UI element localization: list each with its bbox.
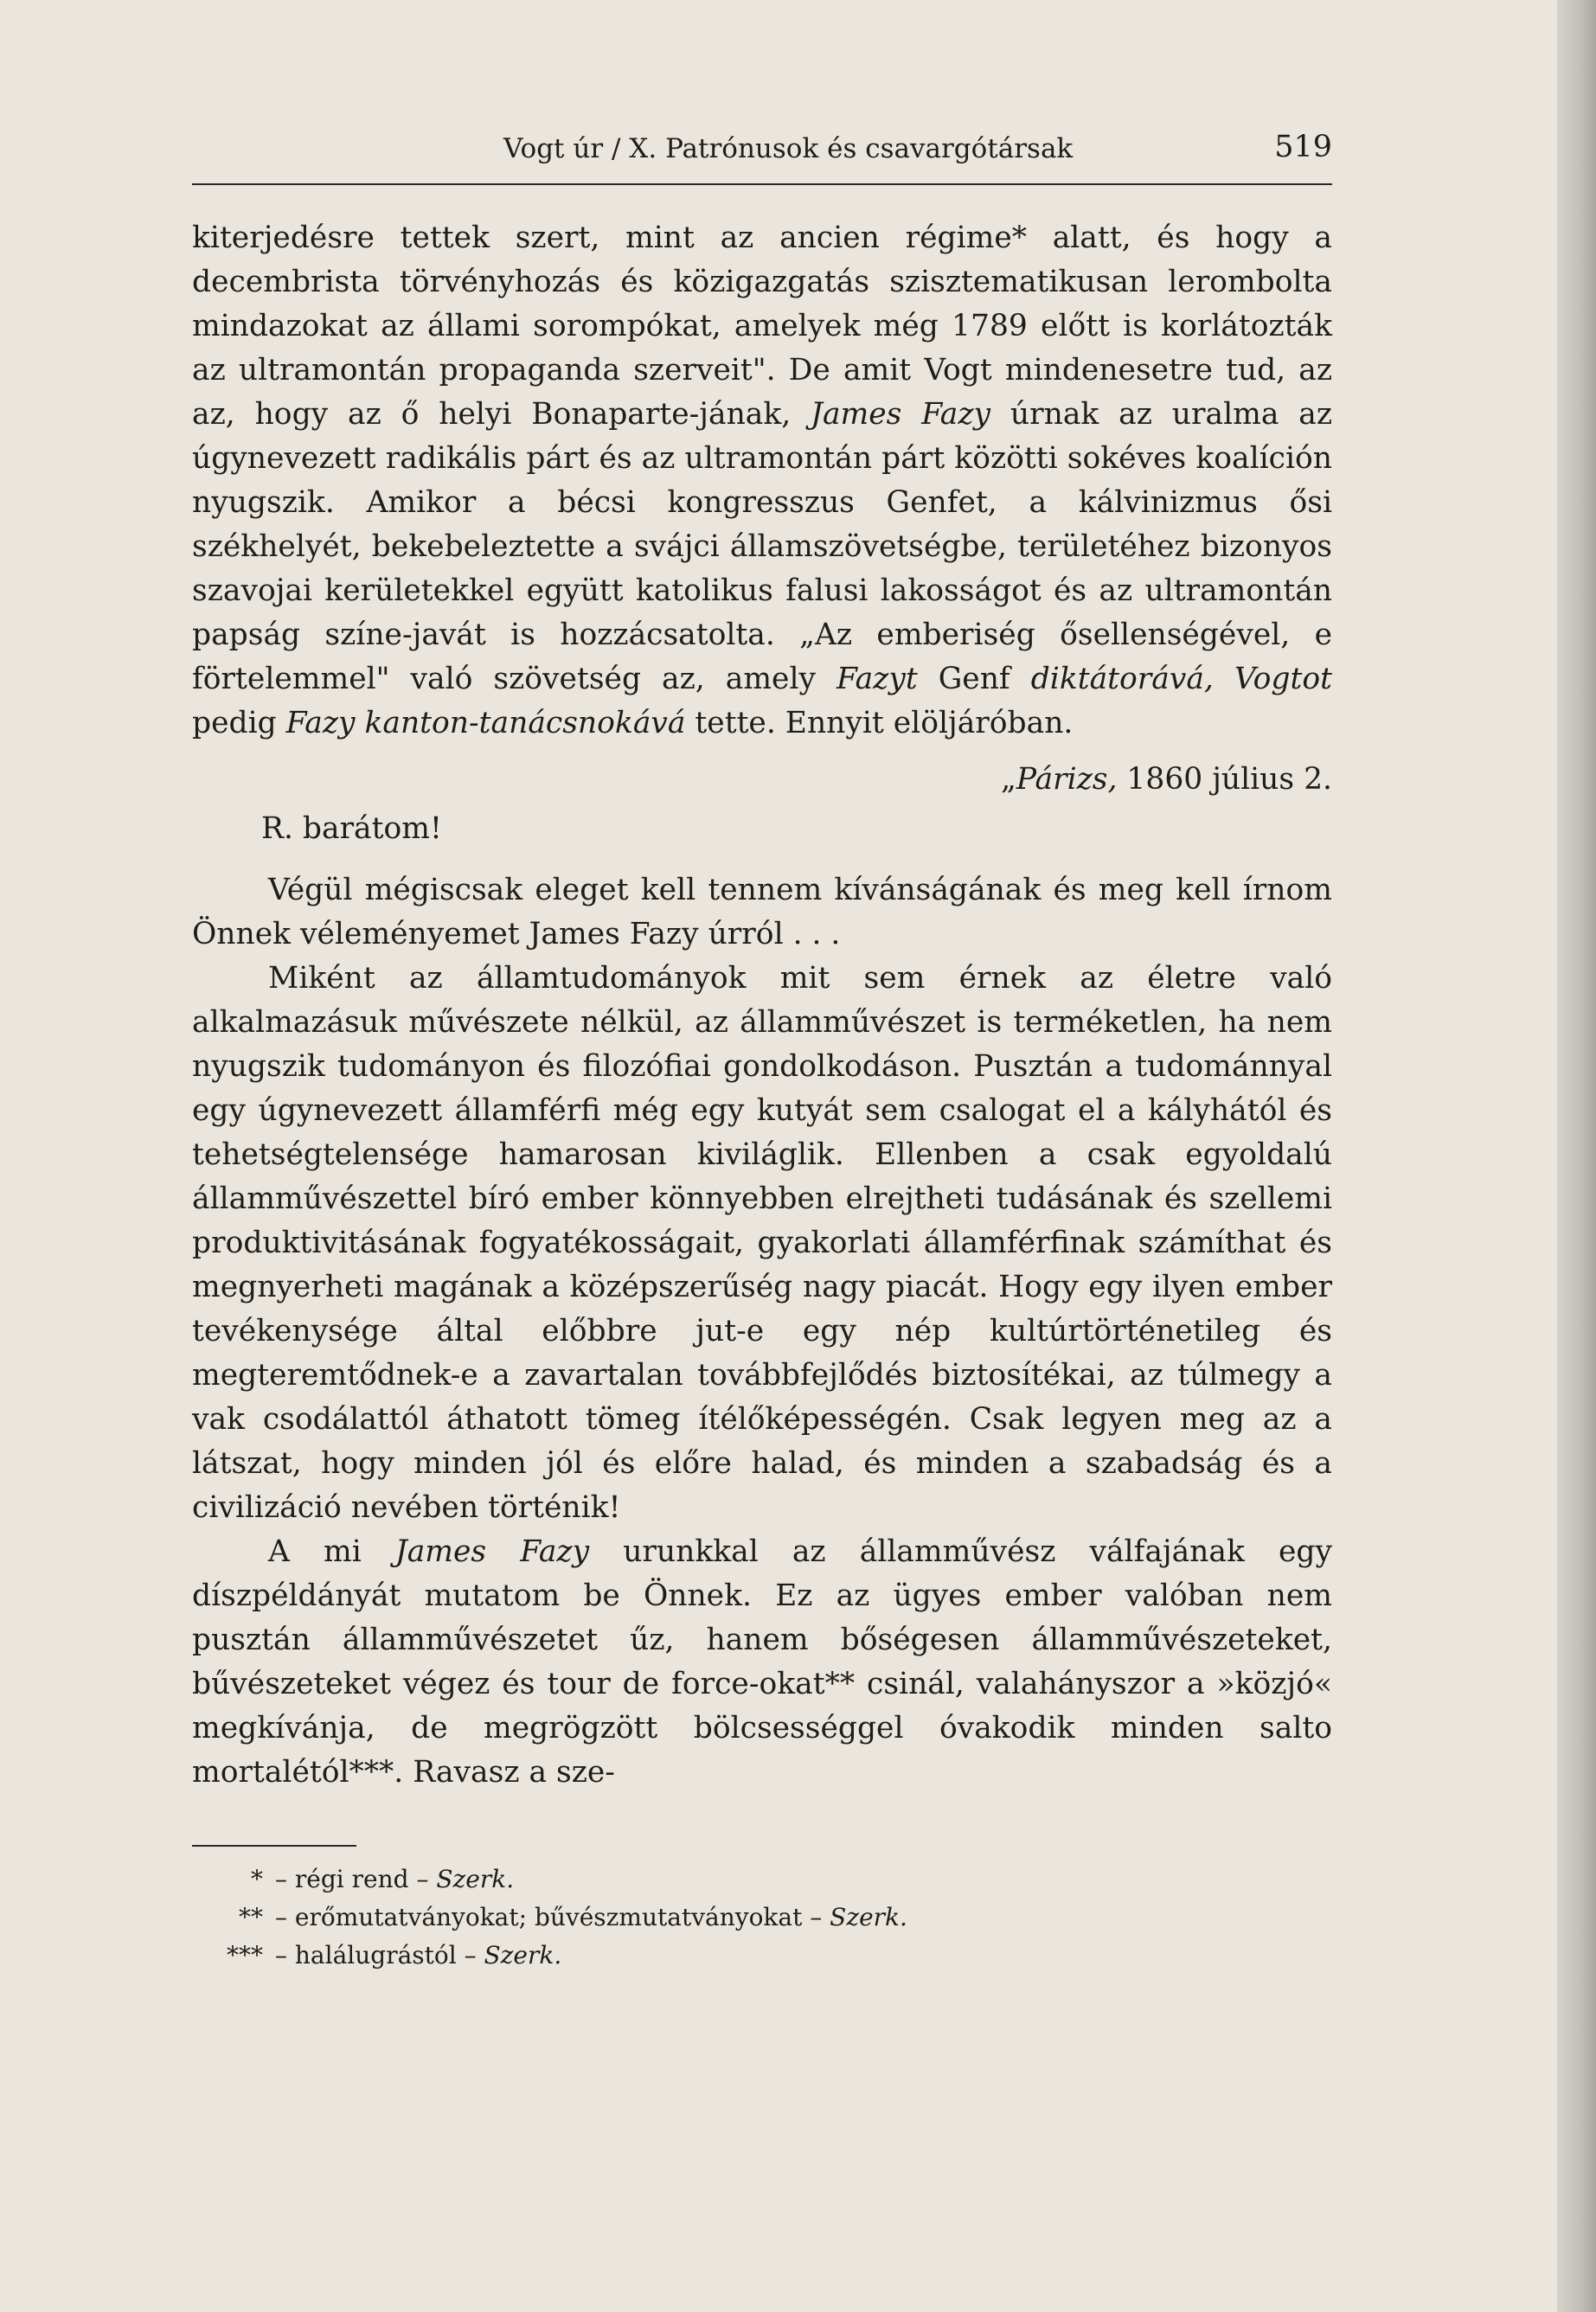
text-run: Genf [917,662,1031,696]
italic-name: Fazyt [836,662,918,696]
footnote [192,1860,1332,1899]
text-run: úrnak az uralma az úgynevezett radikális párt és az ultramontán párt közötti sokéves koalíción nyugszik. Amikor a bécsi kongresszus Genfet, a kálvinizmus ősi székhelyét, bekebeleztette a svájci államszövetségbe, területéhez bizonyos szavojai kerületekkel együtt katolikus falusi lakosságot és az ultramontán papság színe-javát is hozzácsatolta. „Az emberiség ősellenségével, e förtelemmel" való szövetség az, amely [192,397,1332,696]
italic-phrase: diktátorává, Vogtot [1030,662,1332,696]
dateline-date: 1860 július 2. [1117,762,1332,797]
footnote-mark: *** [227,1941,263,1969]
footnotes [192,1860,1332,1975]
footnote [192,1899,1332,1937]
text-run: kiterjedésre tettek szert, mint az ancien régime* alatt, és hogy a decembrista törvényhozás és közigazgatás szisztematikusan lerombolta mindazokat az állami sorompókat, amelyek még 1789 előtt is korlátozták az ultramontán propaganda szerveit". De amit Vogt mindenesetre tud, az az, hogy az ő helyi Bonaparte-jának, [192,221,1332,432]
footnote-mark: * [251,1865,263,1893]
text-run: urunkkal az államművész válfajának egy díszpéldányát mutatom be Önnek. Ez az ügyes ember valóban nem pusztán államművészetet űz, hanem bőségesen államművészeteket, bűvészeteket végez és tour de force-okat** csinál, valahányszor a »közjó« megkívánja, de megrögzött bölcsességgel óvakodik minden salto mortalétól***. Ravasz a sze- [192,1534,1332,1790]
dateline-quote: „ [1000,762,1016,797]
footnote-body: – halálugrástól – [275,1941,484,1969]
footnote [192,1937,1332,1975]
footnote-rule [192,1845,356,1847]
paragraph: Miként az államtudományok mit sem érnek az életre való alkalmazásuk művészete nélkül, az államművészet is terméketlen, ha nem nyugszik tudományon és filozófiai gondolkodáson. Pusztán a tudománnyal egy úgynevezett államférfi még egy kutyát sem csalogat el a kályhától és tehetségtelensége hamarosan kiviláglik. Ellenben a csak egyoldalú államművészettel bíró ember könnyebben elrejtheti tudásának és szellemi produktivitásának fogyatékosságait, gyakorlati államférfinak számíthat és megnyerheti magának a középszerűség nagy piacát. Hogy egy ilyen ember tevékenysége által előbbre jut-e egy nép kultúrtörténetileg és megteremtődnek-e a zavartalan továbbfejlődés biztosítékai, az túlmegy a vak csodálattól áthatott tömeg ítélőképességén. Csak legyen meg az a látszat, hogy minden jól és előre halad, és minden a szabadság és a civilizáció nevében történik! [192,961,1332,1525]
footnote-text [275,1899,907,1937]
footnote-body: – erőmutatványokat; bűvészmutatványokat – [275,1903,830,1931]
footnote-editor: Szerk. [830,1903,907,1931]
dateline-place: Párizs, [1016,762,1118,797]
italic-name: James Fazy [394,1534,590,1569]
text-run: A mi [268,1534,395,1569]
page-edge [1557,0,1596,2312]
italic-name: James Fazy [811,397,991,432]
italic-phrase: Fazy kanton-tanácsnokává [285,706,686,740]
footnote-mark: ** [239,1903,263,1931]
text-run: pedig [192,706,286,740]
footnote-editor: Szerk. [484,1941,562,1969]
body-text [192,216,1332,1795]
text-run: tette. Ennyit elöljáróban. [685,706,1074,740]
running-head [192,121,1332,185]
letter-salutation: R. barátom! [261,811,442,846]
paragraph-continuation [192,216,1332,746]
paragraph [192,1530,1332,1795]
footnote-text [275,1860,514,1899]
text-block [192,121,1332,1975]
paragraph: Végül mégiscsak eleget kell tennem kívánságának és meg kell írnom Önnek véleményemet James Fazy úrról . . . [192,873,1332,951]
footnote-editor: Szerk. [436,1865,515,1893]
footnote-body: – régi rend – [275,1865,437,1893]
footnote-text [275,1937,561,1975]
page-number: 519 [1274,130,1332,164]
running-title: Vogt úr / X. Patrónusok és csavargótársak [503,133,1074,164]
letter-dateline [192,758,1332,802]
